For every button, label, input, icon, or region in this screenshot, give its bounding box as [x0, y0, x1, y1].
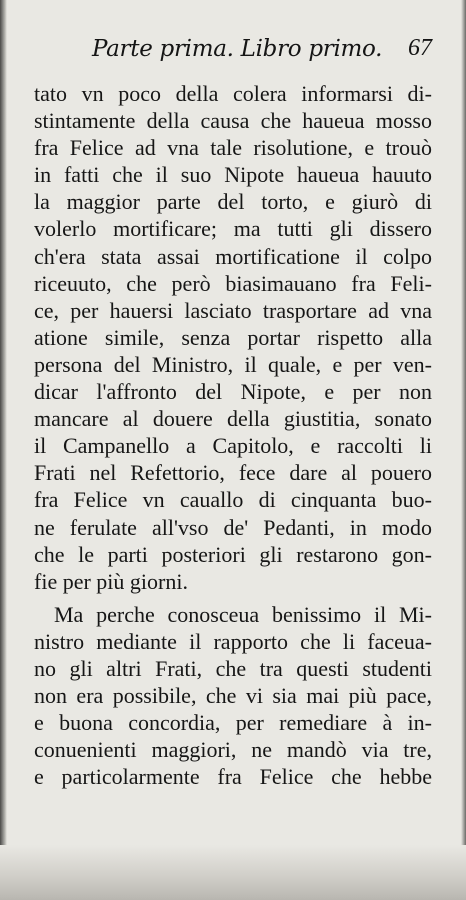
page-header	[92, 36, 432, 66]
text-line: riceuuto, che però biasimauano fra Feli-	[34, 270, 432, 296]
paragraph-1	[34, 80, 432, 595]
text-line: conuenienti maggiori, ne mandò via tre,	[34, 737, 432, 763]
text-line: Frati nel Refettorio, fece dare al pouero	[34, 460, 432, 486]
text-line: mancare al douere della giustitia, sonato	[34, 406, 432, 432]
text-line: ne ferulate all'vso de' Pedanti, in modo	[34, 514, 432, 540]
text-line: atione simile, senza portar rispetto alla	[34, 324, 432, 350]
text-line: che le parti posteriori gli restarono gon-	[34, 541, 432, 567]
text-line: persona del Ministro, il quale, e per ven-	[34, 351, 432, 377]
page-gutter-shadow	[0, 0, 7, 900]
text-line: stintamente della causa che haueua mosso	[34, 108, 432, 134]
page-edge-shadow	[461, 0, 466, 900]
text-line: nistro mediante il rapporto che li faceua-	[34, 628, 432, 654]
text-line: fra Felice vn cauallo di cinquanta buo-	[34, 487, 432, 513]
running-head: Parte prima. Libro primo.	[92, 36, 383, 62]
text-line: fie per più giorni.	[34, 568, 188, 594]
page-bottom-margin	[0, 845, 466, 900]
paragraph-2	[34, 601, 432, 791]
page-number: 67	[408, 35, 432, 61]
text-line: fra Felice ad vna tale risolutione, e trouò	[34, 135, 432, 161]
text-line: tato vn poco della colera informarsi di-	[34, 81, 432, 106]
text-line: la maggior parte del torto, e giurò di	[34, 189, 432, 215]
text-line: il Campanello a Capitolo, e raccolti li	[34, 433, 432, 459]
text-line: e particolarmente fra Felice che hebbe	[34, 764, 432, 790]
text-line: ch'era stata assai mortificatione il colpo	[34, 243, 432, 269]
text-line: no gli altri Frati, che tra questi studenti	[34, 655, 432, 681]
text-line: non era possibile, che vi sia mai più pace,	[34, 683, 432, 709]
text-line: dicar l'affronto del Nipote, e per non	[34, 379, 432, 405]
text-line: in fatti che il suo Nipote haueua hauuto	[34, 162, 432, 188]
text-line: ce, per hauersi lasciato trasportare ad vna	[34, 297, 432, 323]
text-line: Ma perche conosceua benissimo il Mi-	[54, 601, 432, 627]
text-line: volerlo mortificare; ma tutti gli dissero	[34, 216, 432, 242]
body-text	[34, 80, 432, 790]
text-line: e buona concordia, per remediare à in-	[34, 710, 432, 736]
